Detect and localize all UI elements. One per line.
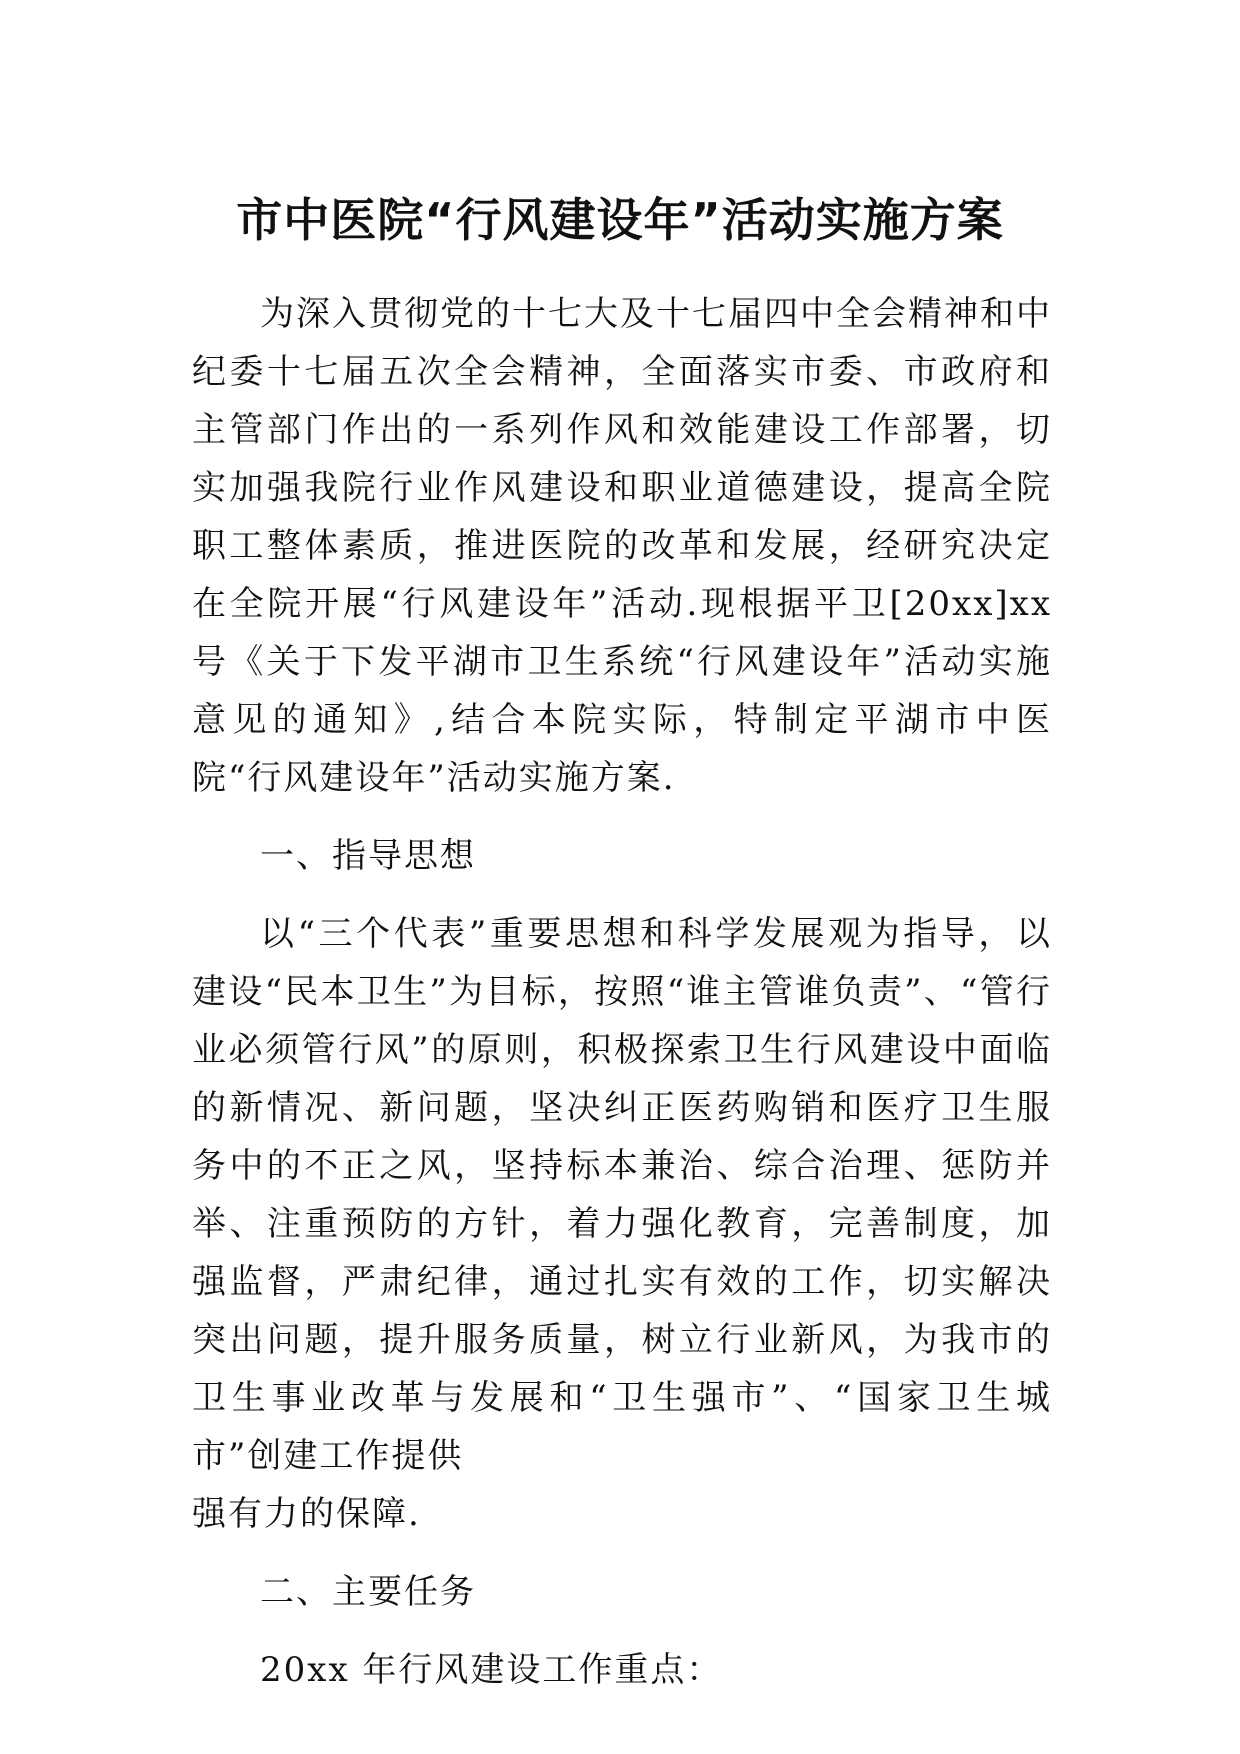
main-tasks-intro-line: 20xx 年行风建设工作重点： bbox=[260, 1650, 723, 1690]
section-heading-guiding-ideology: 一、指导思想 bbox=[260, 836, 476, 876]
section-heading-main-tasks: 二、主要任务 bbox=[260, 1572, 476, 1612]
document-title: 市中医院“行风建设年”活动实施方案 bbox=[236, 193, 1004, 247]
guiding-ideology-text: 以“三个代表”重要思想和科学发展观为指导，以建设“民本卫生”为目标，按照“谁主管谁负责”、“管行业必须管行风”的原则，积极探索卫生行风建设中面临的新情况、新问题，坚决纠正医药购销和医疗卫生服务中的不正之风，坚持标本兼治、综合治理、惩防并举、注重预防的方针，着力强化教育，完善制度，加强监督，严肃纪律，通过扎实有效的工作，切实解决突出问题，提升服务质量，树立行业新风，为我市的卫生事业改革与发展和“卫生强市”、“国家卫生城市”创建工作提供 bbox=[192, 914, 1052, 1476]
document-body bbox=[192, 285, 1052, 1699]
guiding-ideology-paragraph-end: 强有力的保障. bbox=[192, 1494, 421, 1534]
intro-paragraph: 为深入贯彻党的十七大及十七届四中全会精神和中纪委十七届五次全会精神，全面落实市委、市政府和主管部门作出的一系列作风和效能建设工作部署，切实加强我院行业作风建设和职业道德建设，提高全院职工整体素质，推进医院的改革和发展，经研究决定在全院开展“行风建设年”活动.现根据平卫[20xx]xx 号《关于下发平湖市卫生系统“行风建设年”活动实施意见的通知》,结合本院实际，特制定平湖市中医院“行风建设年”活动实施方案. bbox=[192, 294, 1052, 798]
guiding-ideology-paragraph bbox=[192, 905, 1052, 1485]
